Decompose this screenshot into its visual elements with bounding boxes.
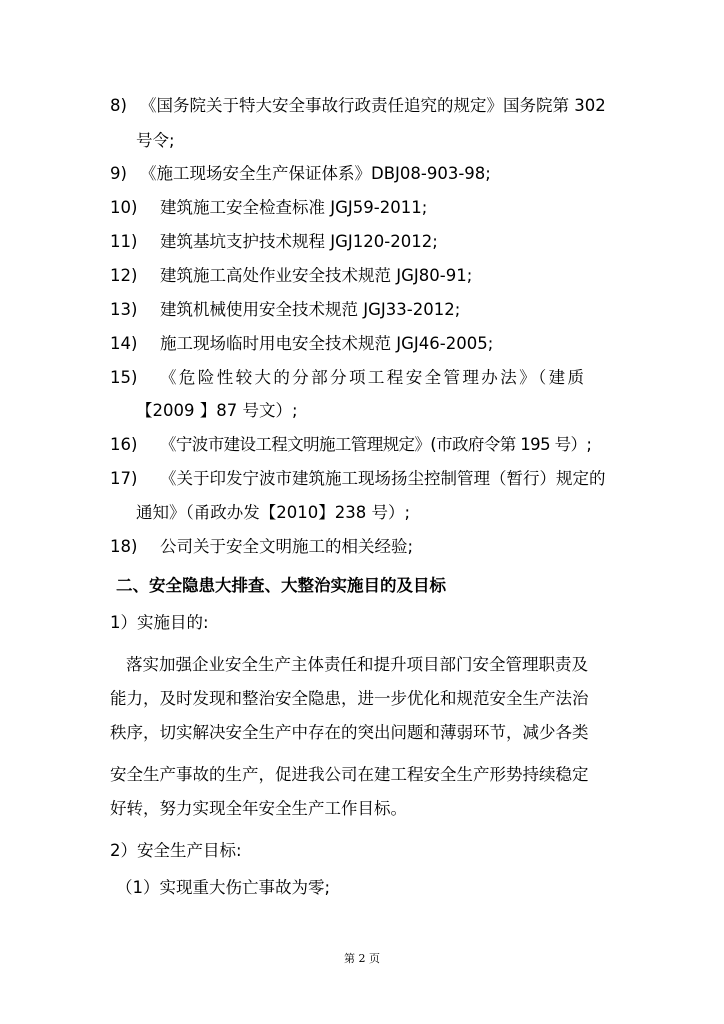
list-text: 通知》（甬政办发【2010】238 号）; bbox=[136, 503, 411, 522]
list-text: 《宁波市建设工程文明施工管理规定》(市政府令第 195 号）; bbox=[160, 435, 592, 454]
list-number: 15) bbox=[110, 368, 138, 387]
list-number: 10) bbox=[110, 198, 138, 217]
list-number: 16) bbox=[110, 435, 138, 454]
list-text: 建筑机械使用安全技术规范 JGJ33-2012; bbox=[160, 300, 461, 319]
list-text: 建筑施工安全检查标准 JGJ59-2011; bbox=[160, 198, 428, 217]
list-text: 建筑施工高处作业安全技术规范 JGJ80-91; bbox=[160, 266, 473, 285]
list-text: 号令; bbox=[136, 131, 175, 150]
list-text: 《危险性较大的分部分项工程安全管理办法》（建质 bbox=[160, 368, 587, 387]
list-number: 12) bbox=[110, 266, 138, 285]
subheading-text: 1）实施目的: bbox=[110, 613, 209, 632]
list-text: 《国务院关于特大安全事故行政责任追究的规定》国务院第 302 bbox=[140, 96, 606, 115]
list-number: 18) bbox=[110, 537, 138, 556]
list-text: 《施工现场安全生产保证体系》DBJ08-903-98; bbox=[140, 164, 491, 183]
paragraph-text: 好转，努力实现全年安全生产工作目标。 bbox=[110, 799, 407, 818]
list-text: 《关于印发宁波市建筑施工现场扬尘控制管理（暂行）规定的 bbox=[160, 469, 606, 488]
list-number: 11) bbox=[110, 232, 138, 251]
page-number: 第 2 页 bbox=[344, 952, 380, 965]
list-text: 施工现场临时用电安全技术规范 JGJ46-2005; bbox=[160, 334, 494, 353]
list-number: 14) bbox=[110, 334, 138, 353]
list-number: 9) bbox=[110, 164, 127, 183]
paragraph-text: 落实加强企业安全生产主体责任和提升项目部门安全管理职责及 bbox=[126, 655, 588, 674]
section-heading-text: 二、安全隐患大排查、大整治实施目的及目标 bbox=[116, 576, 446, 595]
list-number: 13) bbox=[110, 300, 138, 319]
goal-text: （1）实现重大伤亡事故为零; bbox=[116, 878, 331, 897]
list-number: 8) bbox=[110, 96, 127, 115]
list-text: 【2009 】87 号文）; bbox=[136, 401, 298, 420]
paragraph-text: 安全生产事故的生产，促进我公司在建工程安全生产形势持续稳定 bbox=[110, 765, 589, 784]
list-number: 17) bbox=[110, 469, 138, 488]
paragraph-text: 能力，及时发现和整治安全隐患，进一步优化和规范安全生产法治 bbox=[110, 689, 589, 708]
list-text: 公司关于安全文明施工的相关经验; bbox=[160, 537, 414, 556]
subheading-text: 2）安全生产目标: bbox=[110, 841, 242, 860]
list-text: 建筑基坑支护技术规程 JGJ120-2012; bbox=[160, 232, 438, 251]
paragraph-text: 秩序，切实解决安全生产中存在的突出问题和薄弱环节，减少各类 bbox=[110, 723, 589, 742]
